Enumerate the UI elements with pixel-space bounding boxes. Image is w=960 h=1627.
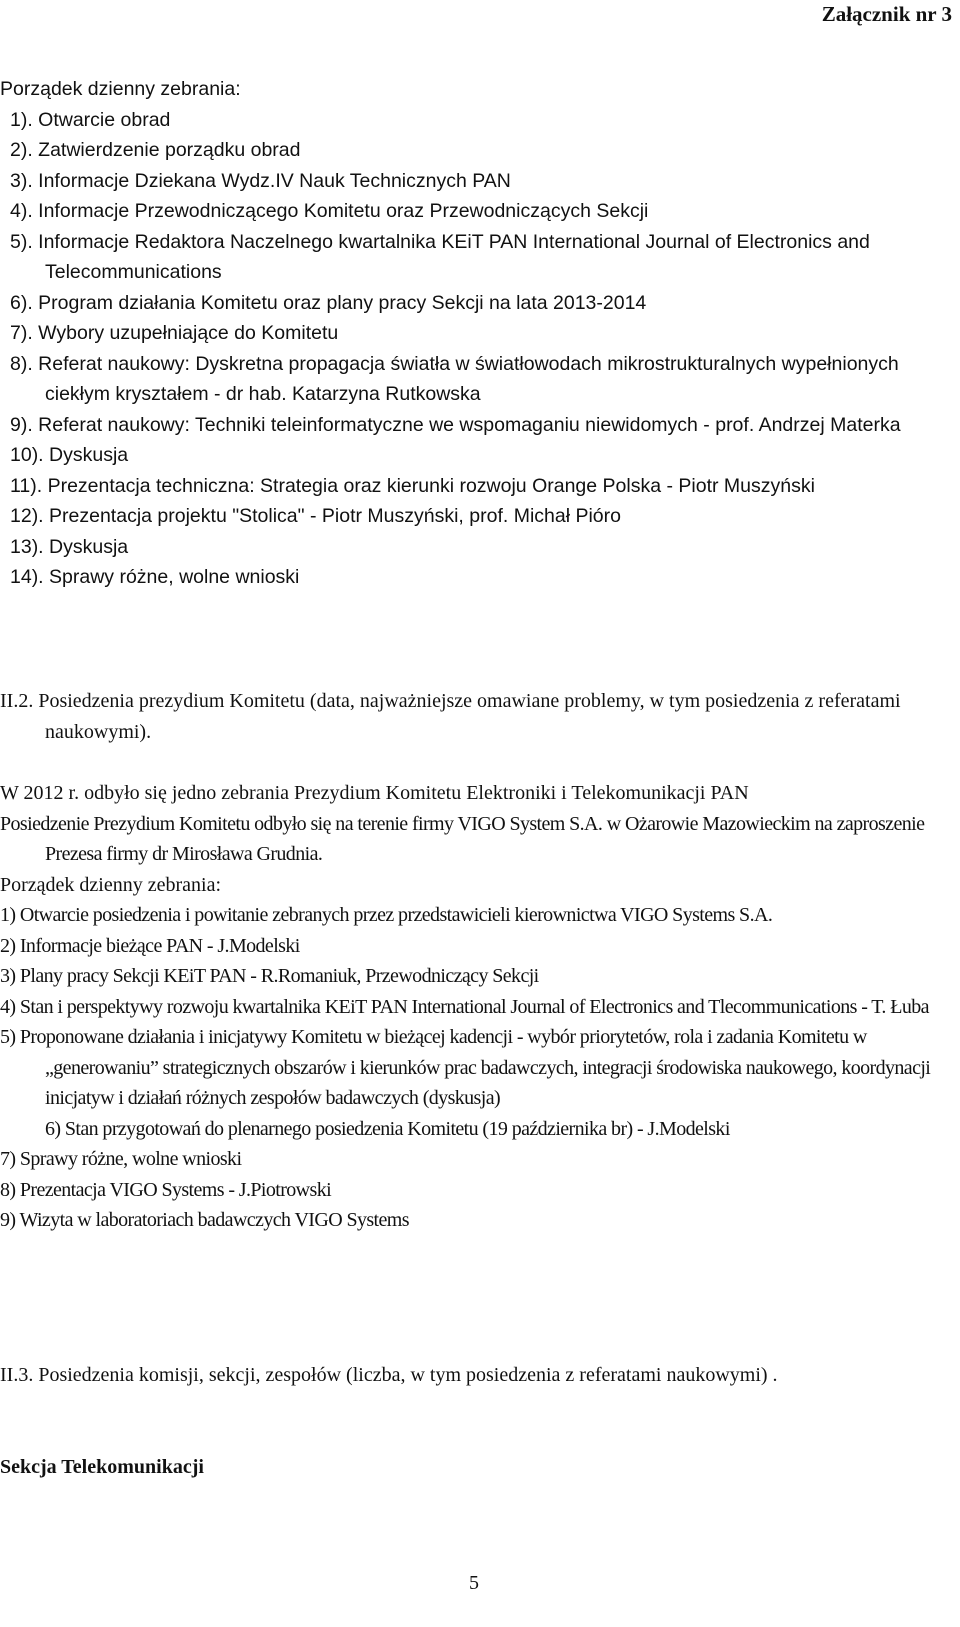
agenda-title: Porządek dzienny zebrania: bbox=[0, 78, 241, 100]
meeting-agenda-item: 5) Proponowane działania i inicjatywy Komitetu w bieżącej kadencji - wybór priorytetów, rola i zadania Komitetu w „generowaniu” strategicznych obszarów i kierunków prac badawczych, integracji środowiska naukowego, koordynacji inicjatyw i działań różnych zespołów badawczych (dyskusja) bbox=[0, 1026, 931, 1109]
agenda-item: 8). Referat naukowy: Dyskretna propagacja światła w światłowodach mikrostrukturalnych wypełnionych ciekłym kryształem - dr hab. Katarzyna Rutkowska bbox=[10, 352, 899, 405]
agenda-item: 12). Prezentacja projektu "Stolica" - Piotr Muszyński, prof. Michał Pióro bbox=[10, 505, 621, 527]
meeting-agenda-item: 2) Informacje bieżące PAN - J.Modelski bbox=[0, 934, 300, 957]
section-title-telekomunikacja: Sekcja Telekomunikacji bbox=[0, 1456, 204, 1478]
meeting-agenda-title: Porządek dzienny zebrania: bbox=[0, 873, 222, 896]
agenda-item: 7). Wybory uzupełniające do Komitetu bbox=[10, 322, 339, 344]
attachment-label: Załącznik nr 3 bbox=[821, 2, 952, 26]
agenda-item: 3). Informacje Dziekana Wydz.IV Nauk Technicznych PAN bbox=[10, 169, 511, 192]
agenda-first-meeting bbox=[0, 74, 948, 593]
agenda-item: 2). Zatwierdzenie porządku obrad bbox=[10, 139, 301, 161]
meeting-agenda-item: 1) Otwarcie posiedzenia i powitanie zebranych przez przedstawicieli kierownictwa VIGO Systems S.A. bbox=[0, 904, 773, 926]
agenda-item: 10). Dyskusja bbox=[10, 444, 129, 466]
agenda-item: 9). Referat naukowy: Techniki teleinformatyczne we wspomaganiu niewidomych - prof. Andrzej Materka bbox=[10, 413, 901, 436]
agenda-item: 1). Otwarcie obrad bbox=[10, 108, 171, 131]
agenda-item: 11). Prezentacja techniczna: Strategia oraz kierunki rozwoju Orange Polska - Piotr Muszyński bbox=[10, 474, 815, 497]
meeting-location: Posiedzenie Prezydium Komitetu odbyło się na terenie firmy VIGO System S.A. w Ożarowie Mazowieckim na zaproszenie Prezesa firmy dr Mirosława Grudnia. bbox=[0, 812, 925, 865]
agenda-item: 6). Program działania Komitetu oraz plany pracy Sekcji na lata 2013-2014 bbox=[10, 291, 647, 314]
page-number: 5 bbox=[469, 1572, 479, 1594]
agenda-item: 4). Informacje Przewodniczącego Komitetu oraz Przewodniczących Sekcji bbox=[10, 200, 649, 222]
section-heading-ii2: II.2. Posiedzenia prezydium Komitetu (data, najważniejsze omawiane problemy, w tym posiedzenia z referatami naukowymi). bbox=[0, 690, 901, 743]
meeting-agenda-item: 9) Wizyta w laboratoriach badawczych VIGO Systems bbox=[0, 1209, 409, 1231]
agenda-item: 14). Sprawy różne, wolne wnioski bbox=[10, 566, 300, 588]
meeting-agenda-item: 3) Plany pracy Sekcji KEiT PAN - R.Romaniuk, Przewodniczący Sekcji bbox=[0, 965, 539, 987]
meeting-agenda-item: 4) Stan i perspektywy rozwoju kwartalnika KEiT PAN International Journal of Electronics and Tlecommunications - T. Łuba bbox=[0, 995, 929, 1018]
meeting-intro: W 2012 r. odbyło się jedno zebrania Prezydium Komitetu Elektroniki i Telekomunikacji PAN bbox=[0, 782, 749, 804]
agenda-item: 5). Informacje Redaktora Naczelnego kwartalnika KEiT PAN International Journal of Electronics and Telecommunications bbox=[10, 230, 870, 283]
meeting-agenda-item: 7) Sprawy różne, wolne wnioski bbox=[0, 1148, 242, 1170]
meeting-agenda-item: 8) Prezentacja VIGO Systems - J.Piotrowski bbox=[0, 1178, 332, 1201]
agenda-item: 13). Dyskusja bbox=[10, 535, 129, 558]
meeting-2012 bbox=[0, 778, 948, 1236]
section-heading-ii3: II.3. Posiedzenia komisji, sekcji, zespołów (liczba, w tym posiedzenia z referatami naukowymi) . bbox=[0, 1364, 778, 1386]
meeting-agenda-item: 6) Stan przygotowań do plenarnego posiedzenia Komitetu (19 października br) - J.Modelski bbox=[45, 1117, 730, 1140]
